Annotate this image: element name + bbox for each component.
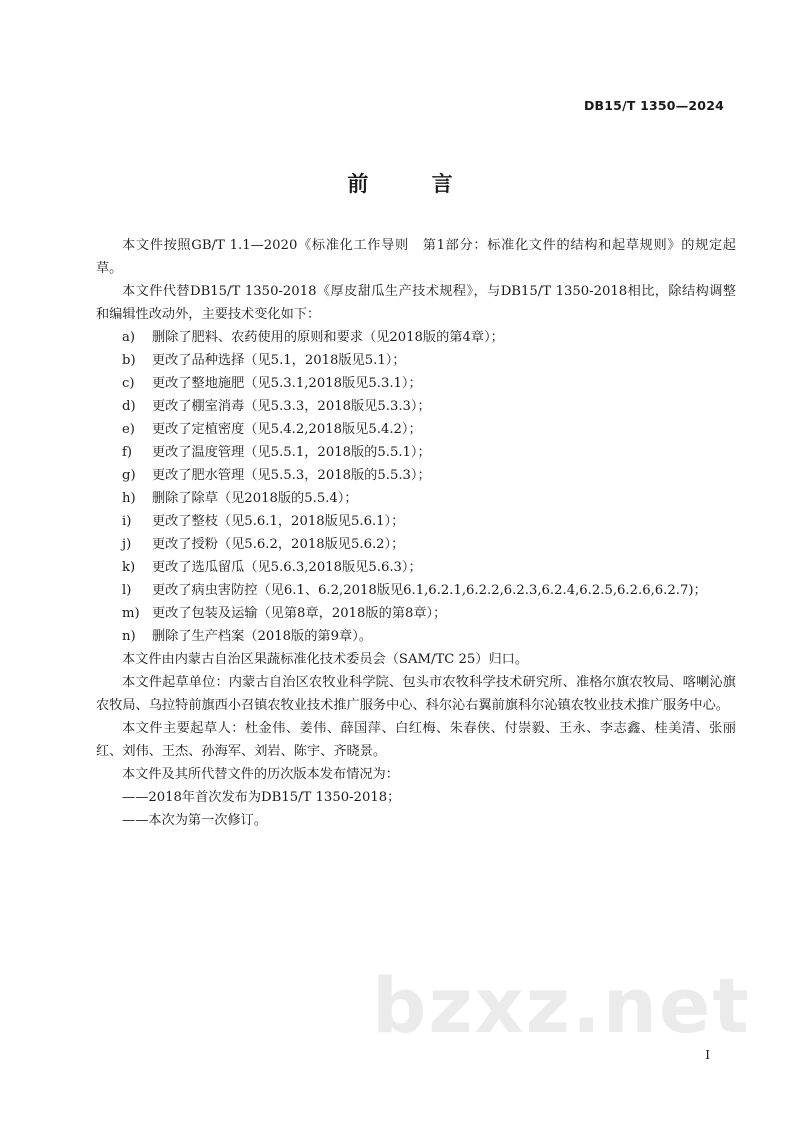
list-item: [96, 395, 736, 418]
list-item-text: 更改了选瓜留瓜（见5.6.3,2018版见5.6.3）；: [152, 560, 422, 575]
list-item-text: 更改了品种选择（见5.1，2018版见5.1）；: [152, 353, 406, 368]
page-title: 前 言: [347, 172, 481, 196]
paragraph-drafting-units: 本文件起草单位：内蒙古自治区农牧业科学院、包头市农牧科学技术研究所、准格尔旗农牧局、喀喇沁旗农牧局、乌拉特前旗西小召镇农牧业技术推广服务中心、科尔沁右翼前旗科尔沁镇农牧业技术推广服务中心。: [96, 675, 736, 713]
list-item-text: 删除了肥料、农药使用的原则和要求（见2018版的第4章）；: [152, 330, 504, 345]
list-item-text: 更改了整地施肥（见5.3.1,2018版见5.3.1）；: [152, 376, 422, 391]
list-item: [96, 579, 736, 602]
list-item-text: 删除了生产档案（2018版的第9章）。: [152, 629, 372, 644]
watermark: bzxz.net: [372, 961, 751, 1050]
list-item: [96, 326, 736, 349]
list-item-marker: d): [122, 399, 136, 414]
list-item: [96, 510, 736, 533]
list-item: [96, 625, 736, 648]
list-item-marker: m): [122, 606, 140, 621]
foreword-body: [96, 234, 736, 832]
list-item-marker: b): [122, 353, 136, 368]
list-item: [96, 418, 736, 441]
list-item: [96, 441, 736, 464]
list-item-marker: g): [122, 468, 136, 483]
list-item-text: 更改了棚室消毒（见5.3.3，2018版见5.3.3）；: [152, 399, 431, 414]
list-item-text: 更改了包装及运输（见第8章，2018版的第8章）；: [152, 606, 447, 621]
history-item-first: ——2018年首次发布为DB15/T 1350-2018；: [122, 790, 401, 805]
paragraph-committee: 本文件由内蒙古自治区果蔬标准化技术委员会（SAM/TC 25）归口。: [122, 652, 529, 667]
list-item-marker: j): [122, 537, 132, 552]
list-item-marker: f): [122, 445, 133, 460]
list-item-text: 更改了温度管理（见5.5.1，2018版的5.5.1）；: [152, 445, 431, 460]
list-item: [96, 533, 736, 556]
list-item-marker: l): [122, 583, 132, 598]
history-item-revision: ——本次为第一次修订。: [122, 813, 268, 828]
list-item-marker: k): [122, 560, 136, 575]
paragraph-drafters: 本文件主要起草人：杜金伟、姜伟、薛国萍、白红梅、朱春侠、付崇毅、王永、李志鑫、桂美清、张丽红、刘伟、王杰、孙海军、刘岩、陈宇、齐晓景。: [96, 721, 736, 759]
list-item-marker: c): [122, 376, 135, 391]
changes-list: [96, 326, 736, 648]
list-item: [96, 349, 736, 372]
list-item-text: 更改了授粉（见5.6.2，2018版见5.6.2）；: [152, 537, 405, 552]
list-item-marker: h): [122, 491, 136, 506]
paragraph-replacement-note: 本文件代替DB15/T 1350-2018《厚皮甜瓜生产技术规程》，与DB15/T 1350-2018相比，除结构调整和编辑性改动外，主要技术变化如下：: [96, 284, 736, 322]
list-item: [96, 602, 736, 625]
list-item-text: 更改了病虫害防控（见6.1、6.2,2018版见6.1,6.2.1,6.2.2,6.2.3,6.2.4,6.2.5,6.2.6,6.2.7)；: [152, 583, 707, 598]
list-item-text: 删除了除草（见2018版的5.5.4）；: [152, 491, 358, 506]
list-item-text: 更改了定植密度（见5.4.2,2018版见5.4.2）；: [152, 422, 422, 437]
list-item-marker: n): [122, 629, 136, 644]
list-item: [96, 464, 736, 487]
page-number: I: [705, 1048, 710, 1062]
list-item: [96, 372, 736, 395]
list-item: [96, 487, 736, 510]
list-item-text: 更改了整枝（见5.6.1，2018版见5.6.1）；: [152, 514, 405, 529]
list-item: [96, 556, 736, 579]
list-item-marker: e): [122, 422, 135, 437]
list-item-marker: i): [122, 514, 132, 529]
document-code: DB15/T 1350—2024: [583, 98, 724, 113]
list-item-text: 更改了肥水管理（见5.5.3，2018版的5.5.3）；: [152, 468, 431, 483]
paragraph-history-intro: 本文件及其所代替文件的历次版本发布情况为：: [122, 767, 399, 782]
paragraph-drafting-basis: 本文件按照GB/T 1.1—2020《标准化工作导则 第1部分：标准化文件的结构和起草规则》的规定起草。: [96, 238, 736, 276]
list-item-marker: a): [122, 330, 136, 345]
